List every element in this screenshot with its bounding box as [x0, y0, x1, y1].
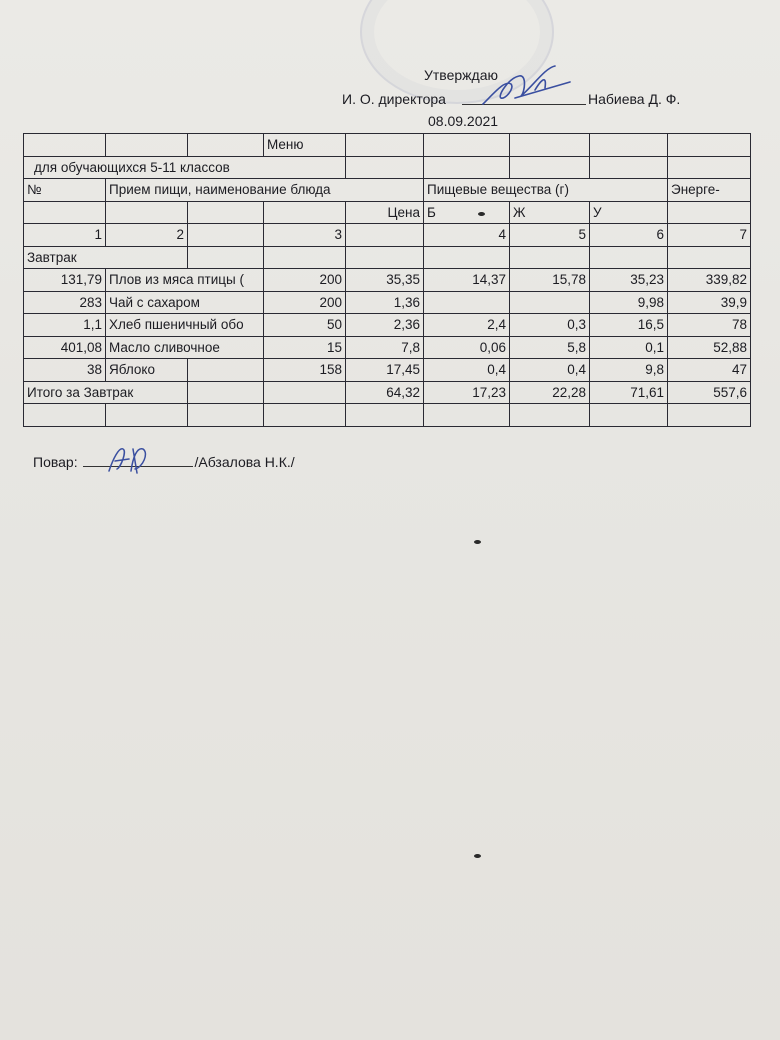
col-number: 1: [24, 224, 106, 247]
col-number: 5: [510, 224, 590, 247]
cell-num: 131,79: [24, 269, 106, 292]
cook-signature: [103, 441, 163, 477]
cell-price: 1,36: [346, 291, 424, 314]
header-dish: Прием пищи, наименование блюда: [106, 179, 424, 202]
header-nutrients: Пищевые вещества (г): [424, 179, 668, 202]
header-price: Цена: [346, 201, 424, 224]
total-u: 71,61: [590, 381, 668, 404]
table-row-section: [24, 246, 751, 269]
table-row-col-numbers: [24, 224, 751, 247]
total-price: 64,32: [346, 381, 424, 404]
cell-u: 0,1: [590, 336, 668, 359]
cell-zh: 15,78: [510, 269, 590, 292]
total-b: 17,23: [424, 381, 510, 404]
cell-price: 7,8: [346, 336, 424, 359]
col-number: 6: [590, 224, 668, 247]
cell-weight: 15: [264, 336, 346, 359]
cell-num: 38: [24, 359, 106, 382]
menu-subtitle: для обучающихся 5-11 классов: [24, 156, 346, 179]
menu-title: Меню: [264, 134, 346, 157]
cell-zh: 0,3: [510, 314, 590, 337]
col-number: 7: [668, 224, 751, 247]
cell-u: 9,98: [590, 291, 668, 314]
cell-b: [424, 291, 510, 314]
header-b: Б: [424, 201, 510, 224]
approve-word: Утверждаю: [424, 67, 498, 83]
cell-b: 0,06: [424, 336, 510, 359]
paper-speck: [474, 854, 481, 858]
table-row-headers: [24, 179, 751, 202]
header-u: У: [590, 201, 668, 224]
table-row: [24, 336, 751, 359]
cell-b: 0,4: [424, 359, 510, 382]
cell-b: 14,37: [424, 269, 510, 292]
approver-position: И. О. директора: [342, 91, 446, 107]
cell-zh: 5,8: [510, 336, 590, 359]
header-num: №: [24, 179, 106, 202]
table-row: [24, 269, 751, 292]
table-row: [24, 359, 751, 382]
cell-weight: 50: [264, 314, 346, 337]
cook-signature-block: [33, 454, 295, 470]
menu-table: [23, 133, 751, 427]
col-number: 3: [264, 224, 346, 247]
cell-num: 283: [24, 291, 106, 314]
section-label: Завтрак: [24, 246, 188, 269]
cell-u: 9,8: [590, 359, 668, 382]
table-row-total: [24, 381, 751, 404]
cell-dish: Хлеб пшеничный обо: [106, 314, 264, 337]
cook-label: Повар:: [33, 454, 78, 470]
cook-name: /Абзалова Н.К./: [194, 454, 295, 470]
cell-dish: Чай с сахаром: [106, 291, 264, 314]
cell-dish: Яблоко: [106, 359, 188, 382]
paper-speck: [478, 212, 485, 216]
cell-energy: 47: [668, 359, 751, 382]
cell-price: 2,36: [346, 314, 424, 337]
cell-weight: 200: [264, 291, 346, 314]
approval-block: [0, 0, 780, 130]
header-energy: Энерге-: [668, 179, 751, 202]
cell-dish: Масло сливочное: [106, 336, 264, 359]
cell-weight: 158: [264, 359, 346, 382]
table-row: [24, 314, 751, 337]
table-row: [24, 291, 751, 314]
cell-energy: 339,82: [668, 269, 751, 292]
total-label: Итого за Завтрак: [24, 381, 188, 404]
header-zh: Ж: [510, 201, 590, 224]
cell-price: 17,45: [346, 359, 424, 382]
cell-zh: 0,4: [510, 359, 590, 382]
table-row-title: [24, 134, 751, 157]
cell-zh: [510, 291, 590, 314]
total-zh: 22,28: [510, 381, 590, 404]
paper-speck: [474, 540, 481, 544]
cell-price: 35,35: [346, 269, 424, 292]
approval-date: 08.09.2021: [428, 113, 499, 129]
cell-u: 16,5: [590, 314, 668, 337]
cell-dish: Плов из мяса птицы (: [106, 269, 264, 292]
cell-weight: 200: [264, 269, 346, 292]
col-number: 4: [424, 224, 510, 247]
director-signature: [475, 62, 575, 112]
cell-u: 35,23: [590, 269, 668, 292]
col-number: 2: [106, 224, 188, 247]
cell-b: 2,4: [424, 314, 510, 337]
table-row-subtitle: [24, 156, 751, 179]
cell-num: 1,1: [24, 314, 106, 337]
approver-name: Набиева Д. Ф.: [588, 91, 681, 107]
cell-energy: 78: [668, 314, 751, 337]
total-energy: 557,6: [668, 381, 751, 404]
cell-energy: 39,9: [668, 291, 751, 314]
table-row-empty: [24, 404, 751, 427]
cell-num: 401,08: [24, 336, 106, 359]
table-row-subheaders: [24, 201, 751, 224]
cell-energy: 52,88: [668, 336, 751, 359]
